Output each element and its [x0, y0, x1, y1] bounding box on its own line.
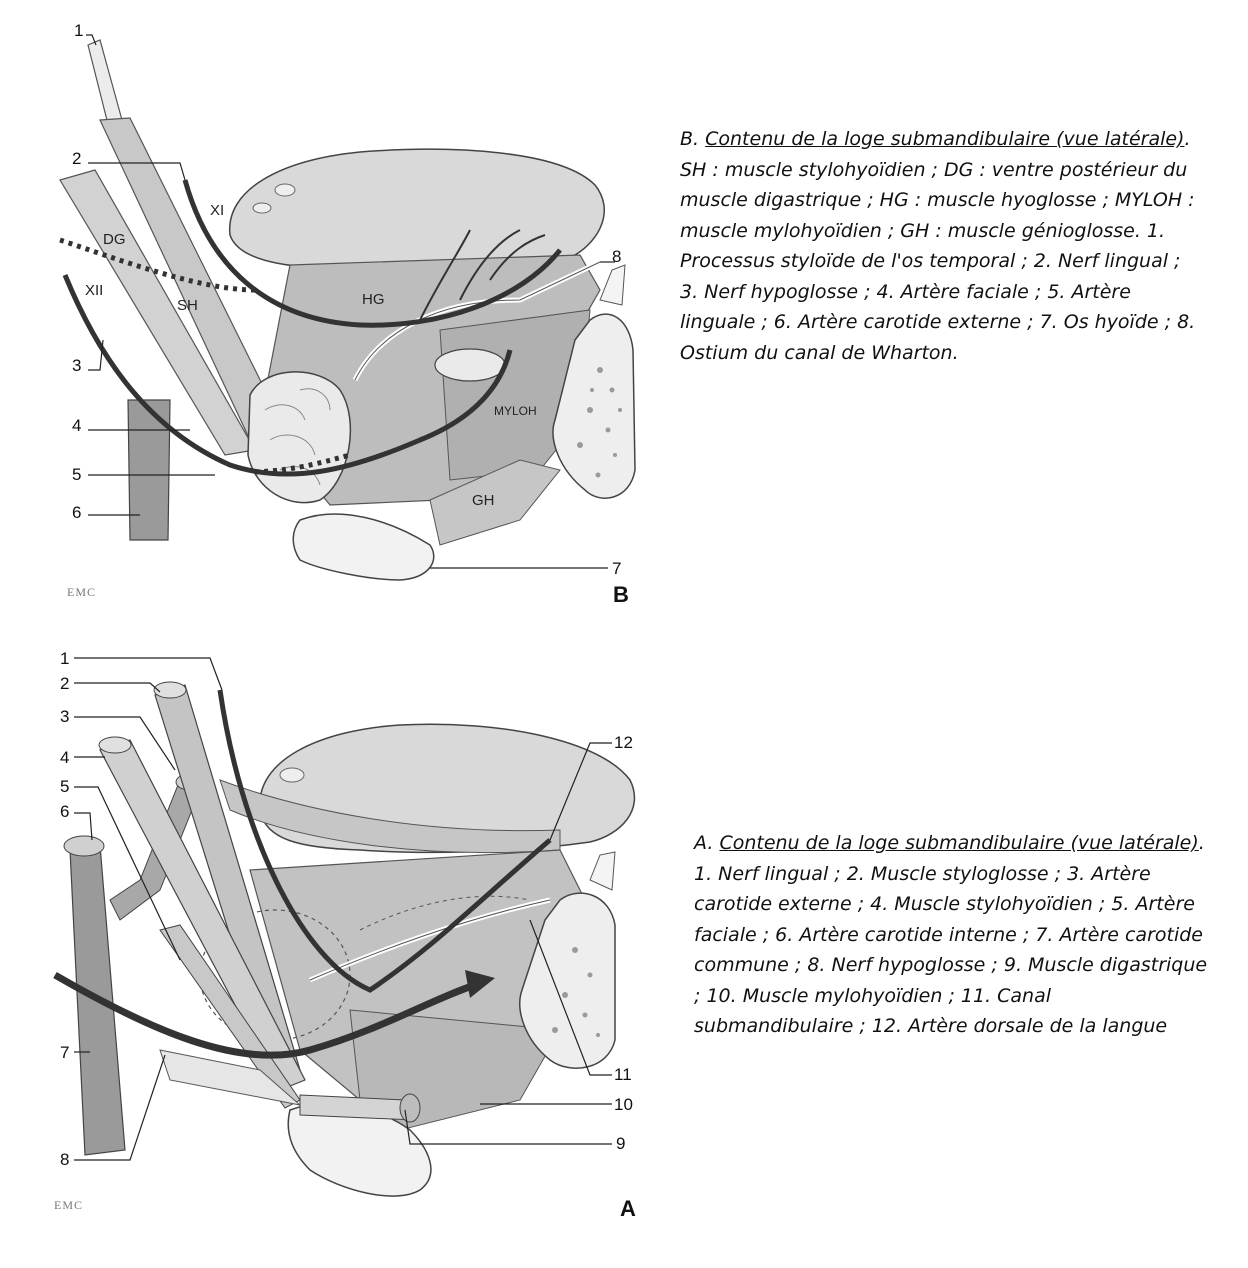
- label-number-11: 11: [614, 1065, 632, 1084]
- label-sh: SH: [177, 297, 198, 314]
- figure-letter: B: [613, 582, 629, 607]
- caption-lead: A.: [694, 832, 720, 854]
- label-xi: XI: [210, 202, 225, 219]
- label-gh: GH: [472, 492, 495, 509]
- caption-title: Contenu de la loge submandibulaire (vue latérale): [705, 128, 1185, 150]
- label-number-6: 6: [72, 503, 82, 522]
- label-dg: DG: [103, 231, 126, 248]
- label-number-4: 4: [60, 748, 70, 767]
- label-number-8: 8: [612, 247, 622, 266]
- figure-a-caption: [694, 828, 1214, 1042]
- label-number-8: 8: [60, 1150, 70, 1169]
- figure-b-illustration: [0, 0, 660, 620]
- emc-watermark: EMC: [54, 1198, 84, 1212]
- label-number-4: 4: [72, 416, 82, 435]
- label-number-5: 5: [72, 465, 82, 484]
- label-number-3: 3: [60, 707, 70, 726]
- figure-letter: A: [620, 1196, 636, 1221]
- figure-a: [0, 630, 660, 1250]
- figure-b-caption: [680, 124, 1200, 368]
- label-number-7: 7: [60, 1043, 70, 1062]
- label-number-1: 1: [74, 21, 84, 40]
- label-xii: XII: [85, 282, 104, 299]
- label-number-2: 2: [72, 149, 82, 168]
- label-number-9: 9: [616, 1134, 626, 1153]
- label-number-7: 7: [612, 559, 622, 578]
- caption-lead: B.: [680, 128, 706, 150]
- figure-a-illustration: [0, 630, 660, 1250]
- label-number-3: 3: [72, 356, 82, 375]
- label-hg: HG: [362, 291, 385, 308]
- label-number-1: 1: [60, 649, 70, 668]
- label-number-10: 10: [614, 1095, 633, 1114]
- label-myloh: MYLOH: [494, 404, 537, 418]
- label-number-12: 12: [614, 733, 633, 752]
- caption-body: . SH : muscle stylohyoïdien ; DG : ventre postérieur du muscle digastrique ; HG : muscle hyoglosse ; MYLOH : muscle mylohyoïdien ; GH : muscle génioglosse. 1. Processus styloïde de l'os temporal ; 2. Nerf lingual ; 3. Nerf hypoglosse ; 4. Artère faciale ; 5. Artère linguale ; 6. Artère carotide externe ; 7. Os hyoïde ; 8. Ostium du canal de Wharton.: [680, 128, 1196, 364]
- label-number-5: 5: [60, 777, 70, 796]
- label-number-6: 6: [60, 802, 70, 821]
- caption-body: . 1. Nerf lingual ; 2. Muscle styloglosse ; 3. Artère carotide externe ; 4. Muscle stylohyoïdien ; 5. Artère faciale ; 6. Artère carotide interne ; 7. Artère carotide commune ; 8. Nerf hypoglosse ; 9. Muscle digastrique ; 10. Muscle mylohyoïdien ; 11. Canal submandibulaire ; 12. Artère dorsale de la langue: [694, 832, 1208, 1037]
- label-number-2: 2: [60, 674, 70, 693]
- emc-watermark: EMC: [67, 585, 97, 599]
- caption-title: Contenu de la loge submandibulaire (vue latérale): [719, 832, 1199, 854]
- figure-b: [0, 0, 660, 620]
